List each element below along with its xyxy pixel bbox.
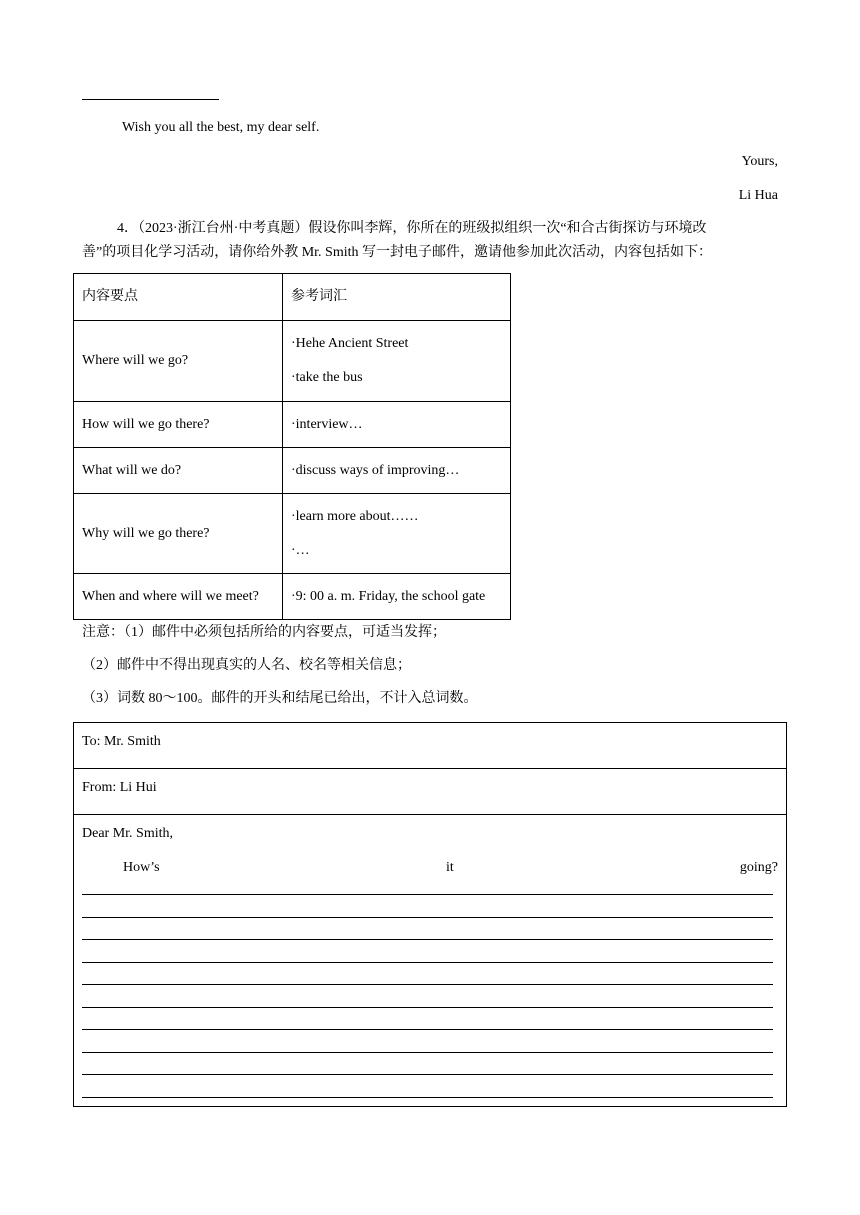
writing-line[interactable] (82, 894, 773, 895)
table-row (74, 402, 511, 448)
note-1: 注意：（1）邮件中必须包括所给的内容要点，可适当发挥； (82, 625, 446, 640)
writing-line[interactable] (82, 1097, 773, 1098)
vocab-item: ·Hehe Ancient Street (291, 336, 409, 351)
vocab-item: ·… (291, 542, 310, 558)
content-point: How will we go there? (74, 402, 283, 448)
email-to-row (74, 723, 786, 769)
email-greeting: Dear Mr. Smith, (82, 826, 173, 841)
table-row (74, 448, 511, 494)
note-2: （2）邮件中不得出现真实的人名、校名等相关信息； (82, 658, 411, 673)
email-to: To: Mr. Smith (82, 734, 161, 749)
writing-line[interactable] (82, 1074, 773, 1075)
writing-line[interactable] (82, 1052, 773, 1053)
writing-line[interactable] (82, 1007, 773, 1008)
vocab-item: ·learn more about…… (291, 508, 419, 524)
table-header-cell: 内容要点 (74, 274, 283, 321)
question-prompt-line2: 善”的项目化学习活动，请你给外教 Mr. Smith 写一封电子邮件，邀请他参加此次活动，内容包括如下： (82, 245, 713, 260)
email-from: From: Li Hui (82, 780, 157, 795)
closing-signature: Li Hua (738, 188, 778, 203)
table-row (74, 494, 511, 574)
writing-line[interactable] (82, 939, 773, 940)
content-point: What will we do? (74, 448, 283, 494)
closing-yours: Yours, (741, 154, 778, 169)
vocab-cell (283, 494, 511, 574)
table-row (74, 321, 511, 402)
content-point: Where will we go? (74, 321, 283, 402)
writing-line[interactable] (82, 962, 773, 963)
table-header-row (74, 274, 511, 321)
content-points-table (73, 273, 511, 620)
vocab-item: ·discuss ways of improving… (283, 448, 511, 494)
answer-line (82, 99, 219, 100)
writing-line[interactable] (82, 984, 773, 985)
question-prompt-line1: 4．（2023·浙江台州·中考真题）假设你叫李辉，你所在的班级拟组织一次“和合古街探访与环境改 (117, 221, 707, 236)
table-row (74, 574, 511, 620)
note-3: （3）词数 80～100。邮件的开头和结尾已给出，不计入总词数。 (82, 691, 478, 706)
content-point: Why will we go there? (74, 494, 283, 574)
content-point: When and where will we meet? (74, 574, 283, 620)
opening-word: going? (739, 860, 778, 875)
vocab-item: ·interview… (283, 402, 511, 448)
vocab-cell (283, 321, 511, 402)
email-writing-box (73, 722, 787, 1107)
email-from-row (74, 769, 786, 815)
vocab-item: ·9: 00 a. m. Friday, the school gate (283, 574, 511, 620)
opening-word: How’s (123, 860, 160, 875)
writing-line[interactable] (82, 917, 773, 918)
opening-word: it (446, 860, 454, 875)
closing-wish: Wish you all the best, my dear self. (122, 120, 320, 135)
table-header-cell: 参考词汇 (283, 274, 511, 321)
writing-line[interactable] (82, 1029, 773, 1030)
vocab-item: ·take the bus (291, 370, 363, 385)
